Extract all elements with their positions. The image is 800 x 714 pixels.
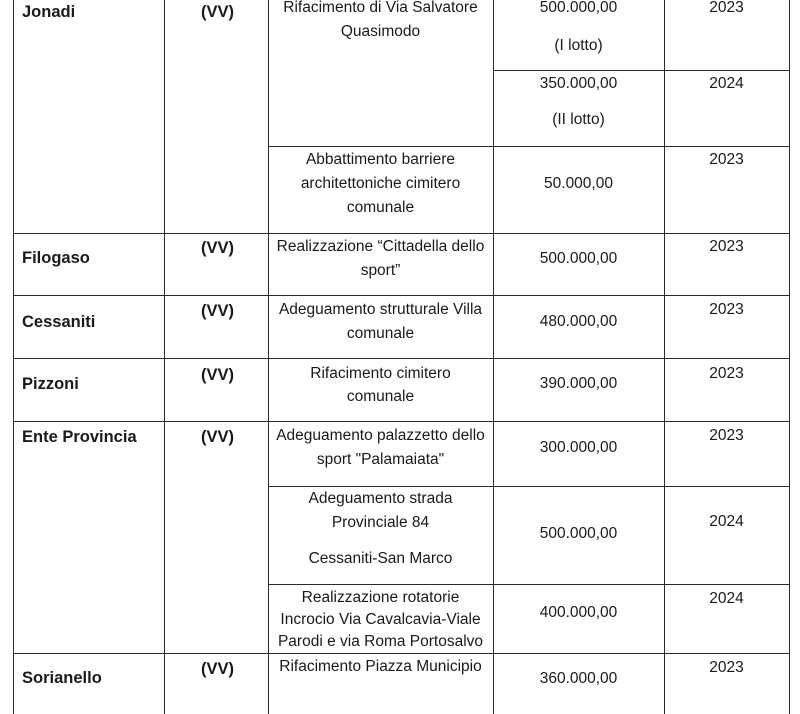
- project-description: sport "Palamaiata": [316, 451, 445, 468]
- table-border-left: [13, 0, 14, 714]
- project-description: Adeguamento strutturale Villa: [278, 301, 483, 318]
- subrow-divider: [268, 584, 790, 585]
- project-amount: 500.000,00: [539, 250, 618, 267]
- project-amount: 50.000,00: [544, 175, 613, 192]
- municipality-name: Pizzoni: [22, 375, 79, 393]
- municipality-name: Cessaniti: [22, 313, 96, 331]
- project-description: Rifacimento Piazza Municipio: [279, 658, 482, 675]
- table-border-right: [789, 0, 790, 714]
- project-lot: (I lotto): [554, 37, 603, 54]
- project-description: Adeguamento strada: [308, 490, 453, 507]
- column-divider-province: [164, 0, 165, 714]
- project-description: Rifacimento di Via Salvatore: [283, 0, 478, 16]
- row-divider: [13, 233, 790, 234]
- municipality-name: Jonadi: [22, 3, 76, 21]
- project-lot: (II lotto): [552, 111, 605, 128]
- project-description: Rifacimento cimitero: [310, 365, 451, 382]
- province-code: (VV): [201, 366, 234, 384]
- project-year: 2023: [709, 365, 744, 382]
- project-description: Incrocio Via Cavalcavia-Viale: [280, 611, 481, 628]
- project-description: comunale: [346, 388, 415, 405]
- project-description: Realizzazione rotatorie: [301, 589, 460, 606]
- project-year: 2023: [709, 151, 744, 168]
- project-description: Adeguamento palazzetto dello: [276, 427, 485, 444]
- project-description: Cessaniti-San Marco: [308, 550, 453, 567]
- municipality-name: Filogaso: [22, 249, 90, 267]
- project-amount: 480.000,00: [539, 313, 618, 330]
- project-year: 2024: [709, 75, 744, 92]
- subrow-divider: [268, 146, 790, 147]
- project-year: 2023: [709, 427, 744, 444]
- project-amount: 300.000,00: [539, 439, 618, 456]
- row-divider: [13, 421, 790, 422]
- project-amount: 500.000,00: [539, 525, 618, 542]
- province-code: (VV): [201, 3, 234, 21]
- project-description: comunale: [346, 199, 415, 216]
- project-year: 2023: [709, 659, 744, 676]
- province-code: (VV): [201, 302, 234, 320]
- project-description: Parodi e via Roma Portosalvo: [277, 633, 484, 650]
- province-code: (VV): [201, 428, 234, 446]
- project-description: Realizzazione “Cittadella dello: [276, 238, 485, 255]
- project-description: Abbattimento barriere: [305, 151, 456, 168]
- project-amount: 400.000,00: [539, 604, 618, 621]
- project-amount: 500.000,00: [539, 0, 618, 16]
- project-amount: 350.000,00: [539, 75, 618, 92]
- project-description: Provinciale 84: [331, 514, 430, 531]
- project-year: 2024: [709, 590, 744, 607]
- subrow-divider-amount-year: [493, 70, 790, 71]
- project-description: architettoniche cimitero: [300, 175, 461, 192]
- row-divider: [13, 358, 790, 359]
- project-amount: 390.000,00: [539, 375, 618, 392]
- municipality-name: Sorianello: [22, 669, 102, 687]
- project-year: 2023: [709, 0, 744, 16]
- province-code: (VV): [201, 660, 234, 678]
- project-description: sport”: [360, 262, 401, 279]
- province-code: (VV): [201, 239, 234, 257]
- row-divider: [13, 295, 790, 296]
- project-year: 2023: [709, 301, 744, 318]
- project-description: comunale: [346, 325, 415, 342]
- project-year: 2024: [709, 513, 744, 530]
- project-description: Quasimodo: [340, 23, 421, 40]
- municipality-name: Ente Provincia: [22, 428, 137, 446]
- project-year: 2023: [709, 238, 744, 255]
- project-amount: 360.000,00: [539, 670, 618, 687]
